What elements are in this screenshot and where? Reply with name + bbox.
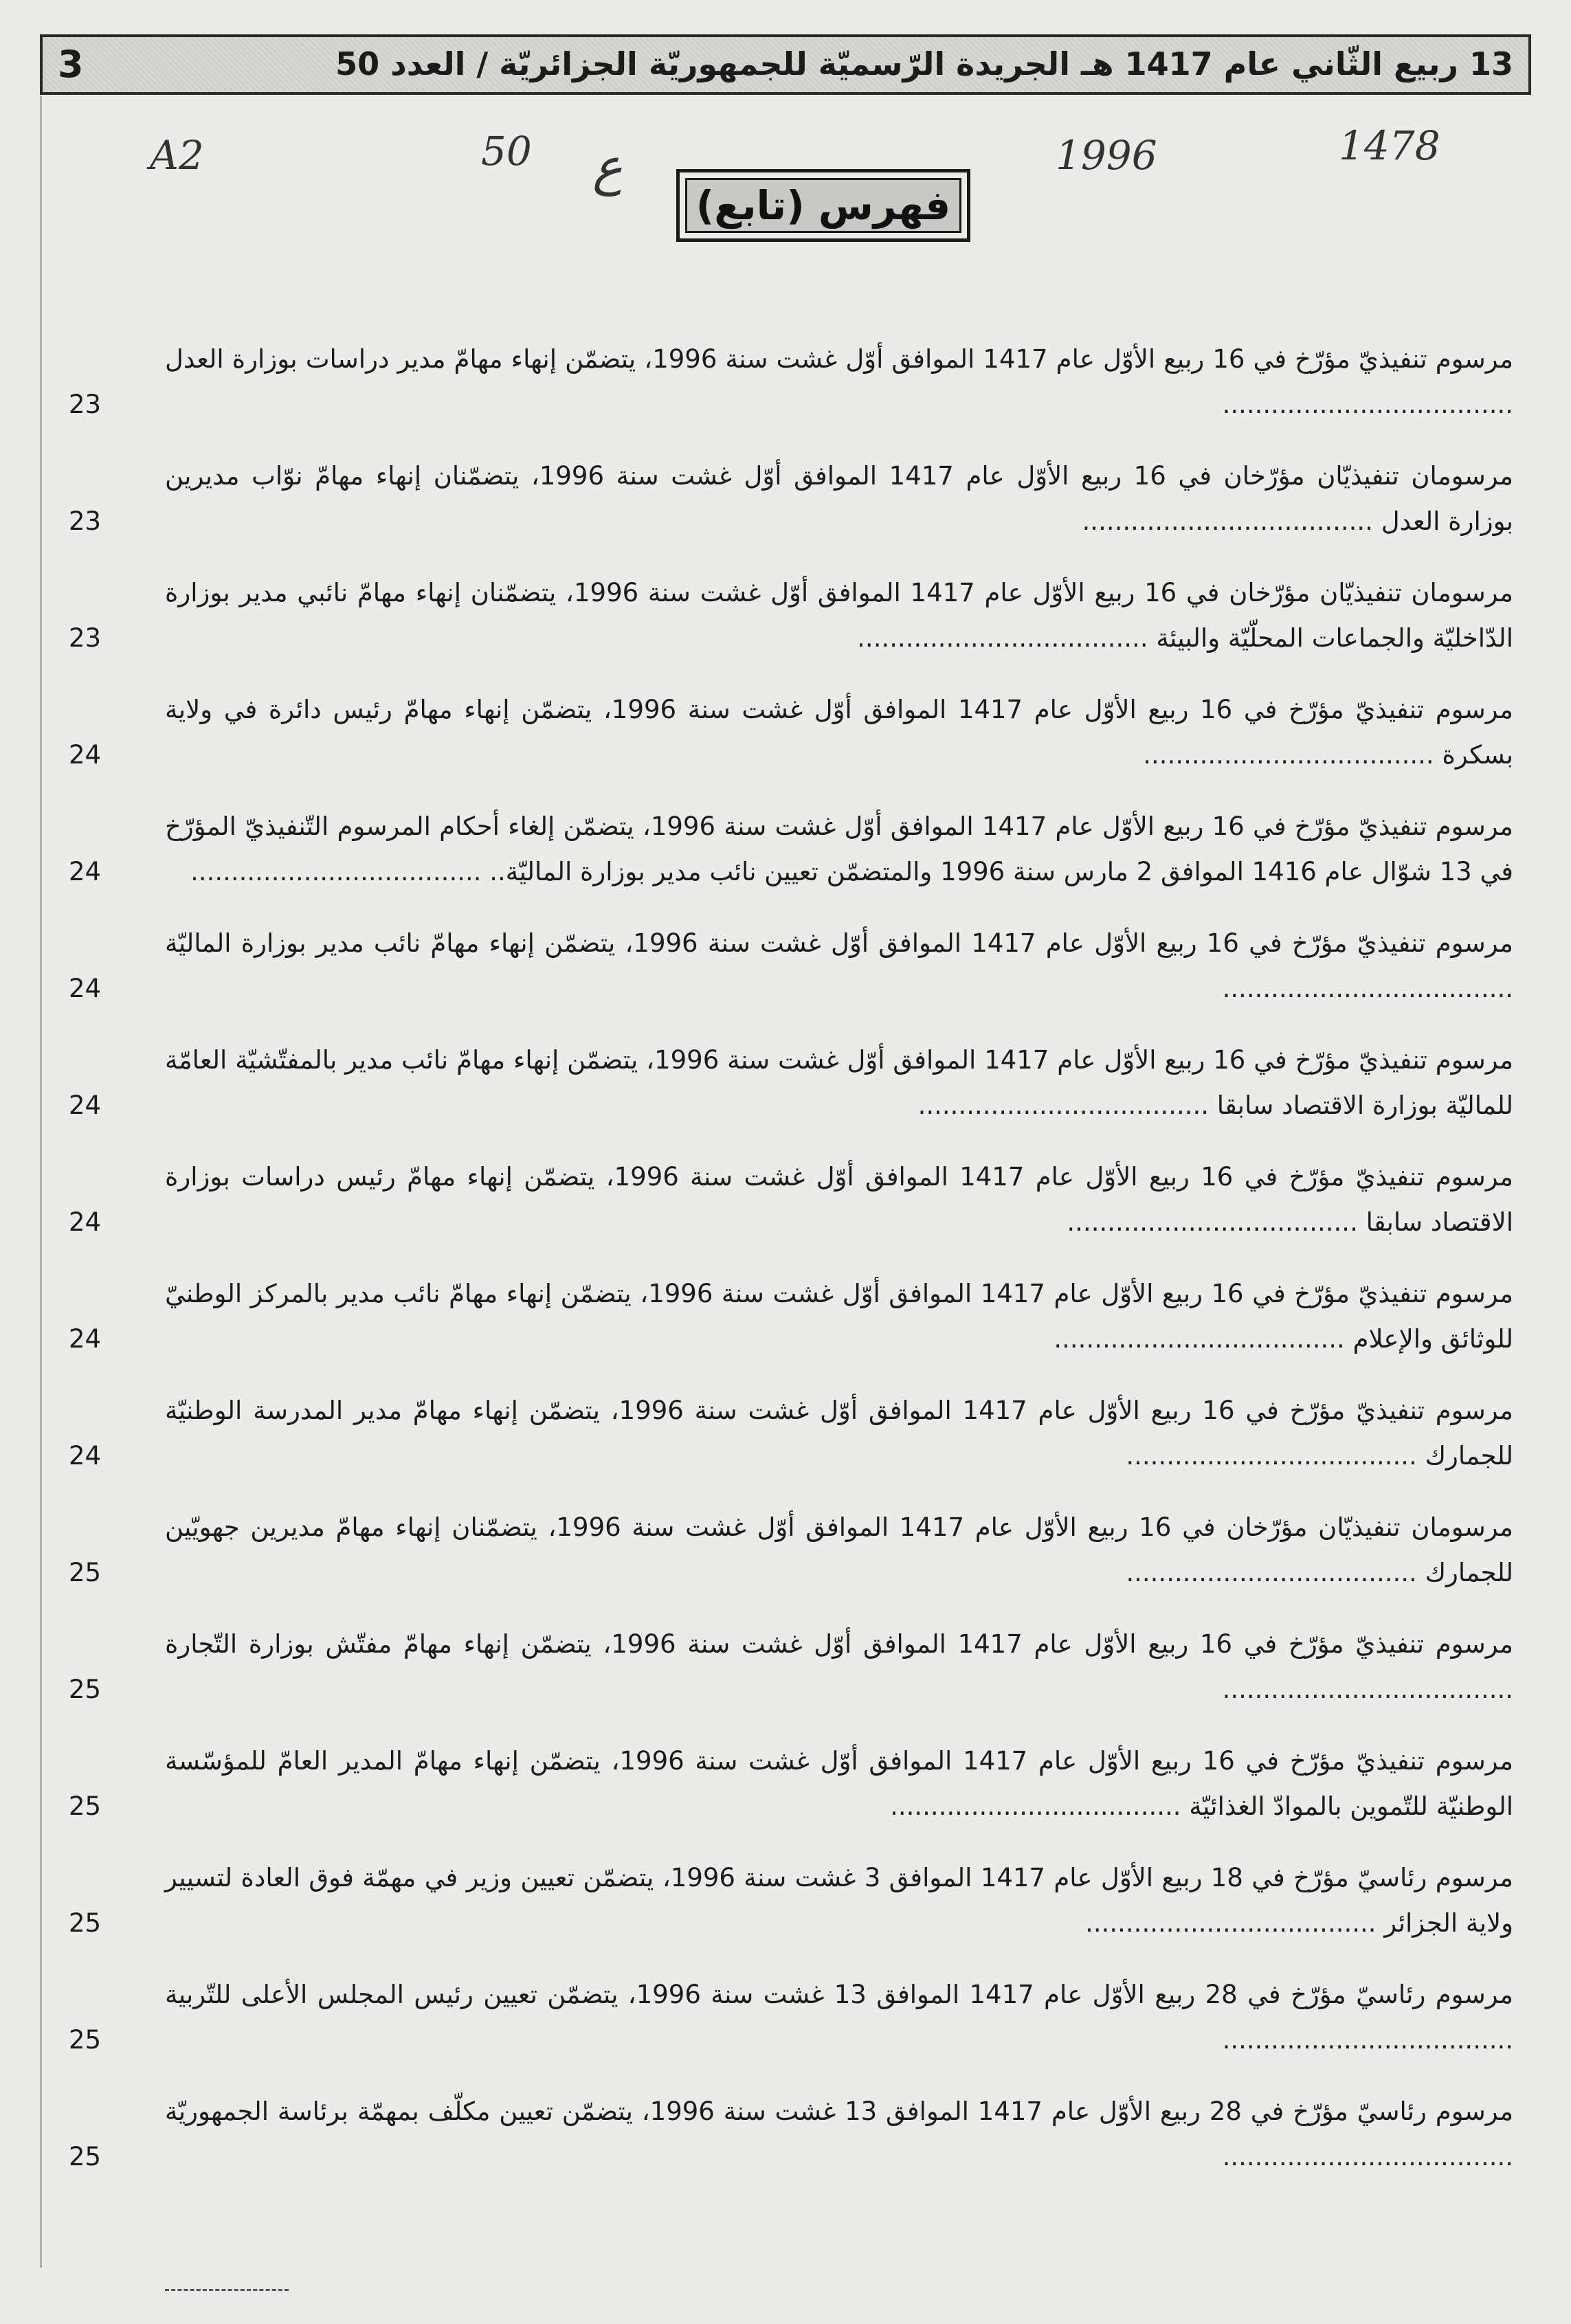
entry-title: مرسوم تنفيذيّ مؤرّخ في 16 ربيع الأوّل عام 1417 الموافق أوّل غشت سنة 1996، يتضمّن إنهاء مهامّ نائب مدير بوزارة الماليّة (165, 928, 1513, 958)
entry-text (165, 1388, 1513, 1479)
index-entry (69, 921, 1513, 1038)
entry-page-number: 24 (69, 1441, 102, 1471)
handwritten-note-c: ع (592, 137, 623, 197)
index-title: فهرس (تابع) (695, 182, 951, 229)
dot-leader: .................................... (1067, 1207, 1366, 1237)
entry-title: مرسوم تنفيذيّ مؤرّخ في 16 ربيع الأوّل عام 1417 الموافق أوّل غشت سنة 1996، يتضمّن إنهاء مهامّ مدير المدرسة الوطنيّة للجمارك (165, 1396, 1513, 1471)
index-entry (69, 804, 1513, 921)
entry-page-number: 25 (69, 1675, 102, 1704)
entry-page-number: 25 (69, 1791, 102, 1821)
entry-title: مرسوم تنفيذيّ مؤرّخ في 16 ربيع الأوّل عام 1417 الموافق أوّل غشت سنة 1996، يتضمّن إنهاء مهامّ المدير العامّ للمؤسّسة الوطنيّة للتّموين بالموادّ الغذائيّة (165, 1746, 1513, 1821)
entry-page-number: 24 (69, 1324, 102, 1354)
index-entry (69, 1972, 1513, 2089)
index-entries-list (69, 337, 1513, 2206)
dot-leader: .................................... (1222, 2142, 1513, 2171)
index-entry (69, 1154, 1513, 1271)
entry-page-number: 25 (69, 2142, 102, 2171)
entry-text (165, 570, 1513, 661)
entry-page-number: 24 (69, 1091, 102, 1120)
entry-page-number: 23 (69, 506, 102, 536)
entry-text (165, 337, 1513, 427)
dot-leader: .................................... (190, 857, 490, 886)
entry-title: مرسوم تنفيذيّ مؤرّخ في 16 ربيع الأوّل عام 1417 الموافق أوّل غشت سنة 1996، يتضمّن إنهاء مهامّ مفتّش بوزارة التّجارة (165, 1629, 1513, 1659)
entry-page-number: 25 (69, 2025, 102, 2055)
entry-text (165, 921, 1513, 1012)
entry-text (165, 454, 1513, 544)
dot-leader: .................................... (1222, 390, 1513, 419)
index-entry (69, 2089, 1513, 2206)
entry-title: مرسوم رئاسيّ مؤرّخ في 18 ربيع الأوّل عام 1417 الموافق 3 غشت سنة 1996، يتضمّن تعيين وزير في مهمّة فوق العادة لتسيير ولاية الجزائر (165, 1863, 1514, 1938)
dot-leader: .................................... (857, 623, 1157, 653)
entry-text (165, 1154, 1513, 1245)
index-entry (69, 454, 1513, 570)
entry-page-number: 24 (69, 857, 102, 886)
margin-rule (40, 96, 42, 2268)
dot-leader: .................................... (890, 1791, 1190, 1821)
entry-text (165, 1622, 1513, 1712)
index-entry (69, 337, 1513, 454)
entry-title: مرسومان تنفيذيّان مؤرّخان في 16 ربيع الأوّل عام 1417 الموافق أوّل غشت سنة 1996، يتضمّنان إنهاء مهامّ نوّاب مديرين بوزارة العدل (165, 461, 1513, 536)
entry-page-number: 25 (69, 1908, 102, 1938)
entry-title: مرسوم تنفيذيّ مؤرّخ في 16 ربيع الأوّل عام 1417 الموافق أوّل غشت سنة 1996، يتضمّن إنهاء مهامّ نائب مدير بالمركز الوطنيّ للوثائق والإعلام (165, 1279, 1513, 1354)
dot-leader: .................................... (1222, 974, 1513, 1003)
entry-text (165, 2089, 1513, 2180)
index-entry (69, 687, 1513, 804)
handwritten-note-d: 1996 (1056, 132, 1157, 179)
entry-page-number: 24 (69, 1207, 102, 1237)
entry-title: مرسوم تنفيذيّ مؤرّخ في 16 ربيع الأوّل عام 1417 الموافق أوّل غشت سنة 1996، يتضمّن إنهاء مهامّ رئيس دائرة في ولاية بسكرة (165, 695, 1513, 770)
journal-header-title: 13 ربيع الثّاني عام 1417 هـ الجريدة الرّسميّة للجمهوريّة الجزائريّة / العدد 50 (335, 45, 1513, 82)
dot-leader: .................................... (917, 1091, 1217, 1120)
index-entry (69, 570, 1513, 687)
dot-leader: .................................... (1085, 1908, 1385, 1938)
dot-leader: .................................... (1054, 1324, 1353, 1354)
entry-page-number: 23 (69, 623, 102, 653)
index-entry (69, 1038, 1513, 1154)
entry-text (165, 1972, 1513, 2063)
dot-leader: .................................... (1082, 506, 1381, 536)
entry-text (165, 1038, 1513, 1128)
dot-leader: .................................... (1143, 740, 1442, 770)
dot-leader: .................................... (1126, 1558, 1425, 1587)
handwritten-note-a: A2 (150, 132, 204, 179)
index-title-inner (685, 178, 961, 233)
index-entry (69, 1505, 1513, 1622)
dot-leader: .................................... (1222, 1675, 1513, 1704)
entry-title: مرسوم رئاسيّ مؤرّخ في 28 ربيع الأوّل عام 1417 الموافق 13 غشت سنة 1996، يتضمّن تعيين مكلّف بمهمّة برئاسة الجمهوريّة (165, 2097, 1514, 2126)
handwritten-note-b: 50 (481, 128, 532, 175)
entry-text (165, 804, 1513, 895)
entry-title: مرسوم تنفيذيّ مؤرّخ في 16 ربيع الأوّل عام 1417 الموافق أوّل غشت سنة 1996، يتضمّن إنهاء مهامّ رئيس دراسات بوزارة الاقتصاد سابقا (165, 1162, 1513, 1237)
index-entry (69, 1739, 1513, 1855)
index-entry (69, 1622, 1513, 1739)
entry-text (165, 1505, 1513, 1596)
entry-text (165, 1739, 1513, 1829)
index-entry (69, 1271, 1513, 1388)
entry-title: مرسوم تنفيذيّ مؤرّخ في 16 ربيع الأوّل عام 1417 الموافق أوّل غشت سنة 1996، يتضمّن إلغاء أحكام المرسوم التّنفيذيّ المؤرّخ في 13 شوّال عام 1416 الموافق 2 مارس سنة 1996 والمتضمّن تعيين نائب مدير بوزارة الماليّة.. (165, 812, 1514, 886)
dot-leader: .................................... (1222, 2025, 1513, 2055)
entry-title: مرسوم تنفيذيّ مؤرّخ في 16 ربيع الأوّل عام 1417 الموافق أوّل غشت سنة 1996، يتضمّن إنهاء مهامّ نائب مدير بالمفتّشيّة العامّة للماليّة بوزارة الاقتصاد سابقا (165, 1045, 1513, 1120)
index-title-box (676, 169, 970, 242)
entry-text (165, 687, 1513, 778)
entry-text (165, 1855, 1513, 1946)
entry-title: مرسوم تنفيذيّ مؤرّخ في 16 ربيع الأوّل عام 1417 الموافق أوّل غشت سنة 1996، يتضمّن إنهاء مهامّ مدير دراسات بوزارة العدل (165, 344, 1513, 374)
footer-marks (165, 2289, 289, 2297)
entry-text (165, 1271, 1513, 1362)
entry-title: مرسومان تنفيذيّان مؤرّخان في 16 ربيع الأوّل عام 1417 الموافق أوّل غشت سنة 1996، يتضمّنان إنهاء مهامّ نائبي مدير بوزارة الدّاخليّة والجماعات المحلّيّة والبيئة (165, 578, 1513, 653)
entry-page-number: 24 (69, 974, 102, 1003)
dot-leader: .................................... (1126, 1441, 1425, 1471)
entry-title: مرسومان تنفيذيّان مؤرّخان في 16 ربيع الأوّل عام 1417 الموافق أوّل غشت سنة 1996، يتضمّنان إنهاء مهامّ مديرين جهويّين للجمارك (165, 1512, 1513, 1587)
index-entry (69, 1855, 1513, 1972)
entry-page-number: 25 (69, 1558, 102, 1587)
entry-page-number: 24 (69, 740, 102, 770)
entry-page-number: 23 (69, 390, 102, 419)
entry-title: مرسوم رئاسيّ مؤرّخ في 28 ربيع الأوّل عام 1417 الموافق 13 غشت سنة 1996، يتضمّن تعيين رئيس المجلس الأعلى للتّربية (165, 1980, 1513, 2009)
index-entry (69, 1388, 1513, 1505)
page-header (40, 34, 1531, 95)
handwritten-note-e: 1478 (1339, 122, 1440, 169)
page-number: 3 (58, 43, 84, 86)
